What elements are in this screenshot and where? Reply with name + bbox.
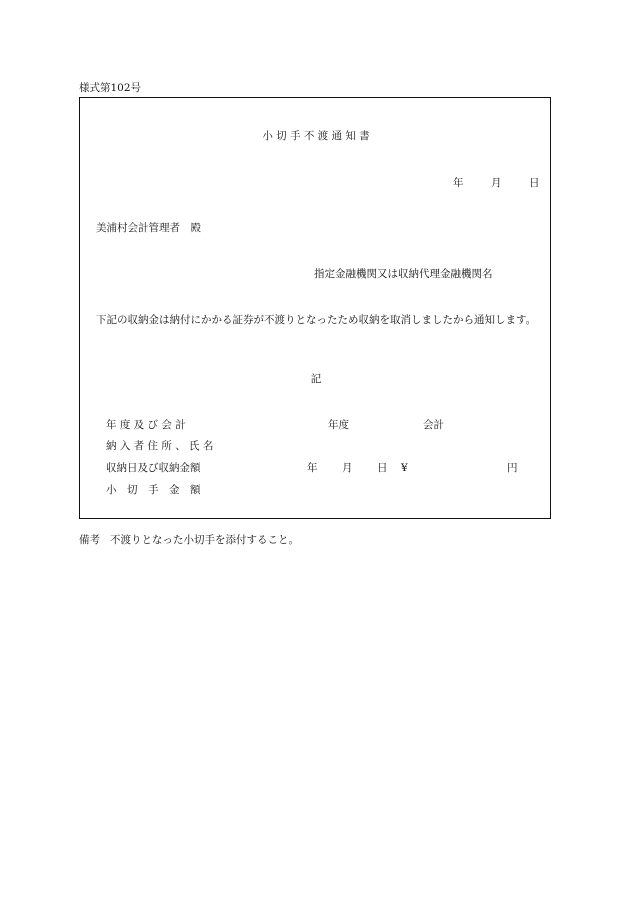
check-amount-label: 小 切 手 金 額 (106, 484, 201, 496)
form-box (79, 97, 551, 519)
yen-sign: ¥ (401, 462, 408, 474)
receipt-year-unit: 年 (307, 462, 318, 474)
remarks-text: 不渡りとなった小切手を添付すること。 (110, 534, 299, 546)
remarks (79, 535, 299, 546)
form-number: 様式第102号 (79, 82, 142, 94)
date-day-label: 日 (529, 177, 540, 189)
fiscal-year-unit: 年度 (328, 419, 349, 431)
notice-body-text: 下記の収納金は納付にかかる証券が不渡りとなったため収納を取消しましたから通知します。 (96, 314, 537, 326)
date-year-label: 年 (453, 177, 464, 189)
yen-unit: 円 (507, 462, 518, 474)
remarks-label: 備考 (79, 534, 100, 546)
fiscal-year-account-label: 年 度 及 び 会 計 (106, 419, 186, 431)
receipt-month-unit: 月 (342, 462, 353, 474)
receipt-day-unit: 日 (377, 462, 388, 474)
addressee: 美浦村会計管理者 殿 (96, 222, 201, 234)
ki-heading: 記 (310, 373, 322, 385)
document-title: 小 切 手 不 渡 通 知 書 (262, 130, 370, 142)
receipt-date-amount-label: 収納日及び収納金額 (106, 462, 201, 474)
date-month-label: 月 (491, 177, 502, 189)
issuer-name-label: 指定金融機関又は収納代理金融機関名 (314, 268, 493, 280)
account-unit: 会計 (423, 419, 444, 431)
payer-address-name-label: 納 入 者 住 所 、 氏 名 (106, 440, 214, 452)
